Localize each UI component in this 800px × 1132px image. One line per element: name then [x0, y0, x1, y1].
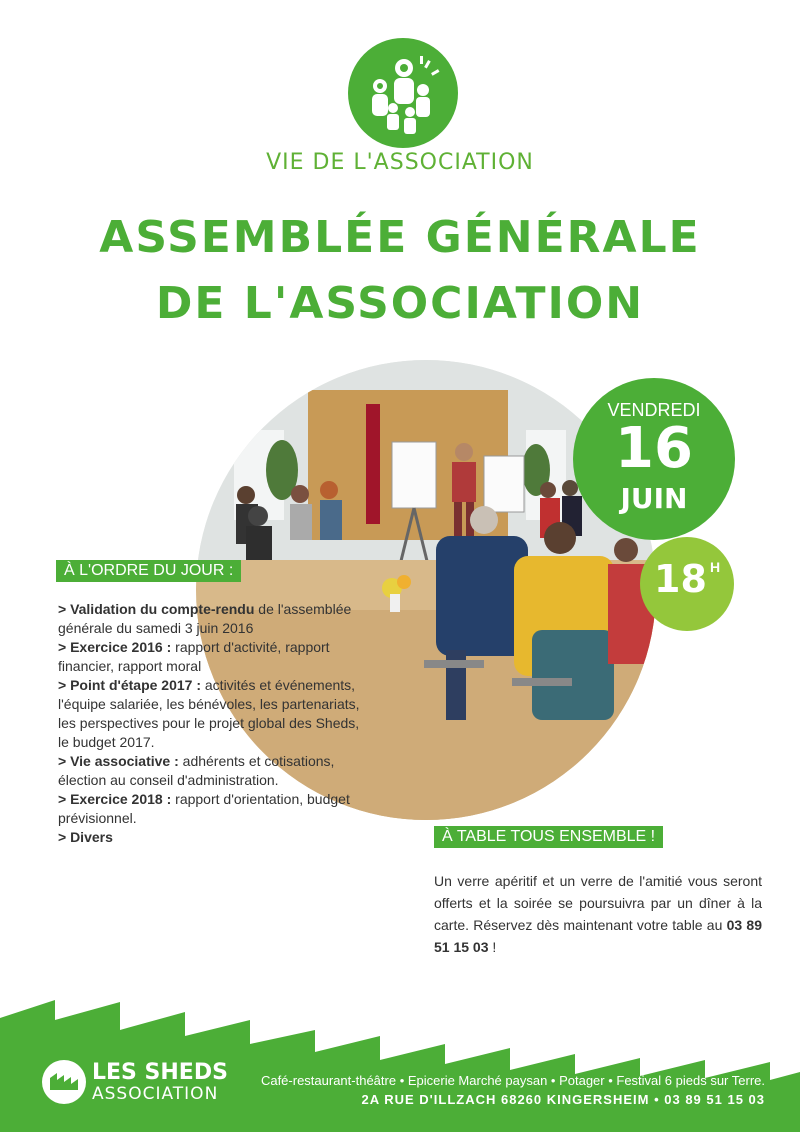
dinner-heading: À TABLE TOUS ENSEMBLE ! — [434, 826, 663, 848]
agenda-item-key: > Divers — [58, 829, 113, 845]
agenda-item — [58, 600, 368, 638]
event-date-number: 16 — [615, 416, 693, 481]
event-date-badge — [573, 378, 735, 540]
agenda-item-key: > Point d'étape 2017 : — [58, 677, 201, 693]
agenda-heading: À L'ORDRE DU JOUR : — [56, 560, 241, 582]
footer-brand-name: LES SHEDS — [92, 1060, 228, 1085]
footer-services: Café-restaurant-théâtre • Epicerie Marché paysan • Potager • Festival 6 pieds sur Terre. — [260, 1073, 765, 1088]
agenda-item-text: activités et événements, l'équipe salariée, les bénévoles, les partenariats, les perspectives pour le projet global des Sheds, le budget 2017. — [58, 677, 360, 750]
dinner-text: Un verre apéritif et un verre de l'amitié vous seront offerts et la soirée se poursuivra par un dîner à la carte. Réservez dès maintenant votre table au — [434, 873, 762, 933]
agenda-item-key: > Exercice 2018 : — [58, 791, 172, 807]
agenda-item-text: de l'assemblée générale du samedi 3 juin 2016 — [58, 601, 352, 636]
agenda-item — [58, 676, 368, 752]
dinner-text-end: ! — [488, 939, 497, 955]
people-group-icon — [348, 38, 458, 148]
event-day: VENDREDI — [607, 400, 701, 420]
agenda-item-text: rapport d'orientation, budget prévisionnel. — [58, 791, 350, 826]
agenda-item — [58, 828, 368, 847]
footer-address: 2A RUE D'ILLZACH 68260 KINGERSHEIM • 03 89 51 15 03 — [361, 1092, 765, 1107]
agenda-item — [58, 790, 368, 828]
event-hour-suffix: H — [710, 559, 721, 575]
dinner-text-block — [434, 870, 762, 958]
agenda-item — [58, 638, 368, 676]
footer-brand-sub: ASSOCIATION — [92, 1084, 219, 1104]
agenda-item-key: > Validation du compte-rendu — [58, 601, 255, 617]
page-title-line-1: ASSEMBLÉE GÉNÉRALE — [99, 212, 701, 263]
agenda-item-key: > Vie associative : — [58, 753, 179, 769]
factory-roof-icon — [40, 1058, 88, 1106]
event-time-badge — [640, 537, 734, 631]
agenda-item-key: > Exercice 2016 : — [58, 639, 172, 655]
dinner-phone: 03 89 51 15 03 — [434, 917, 762, 955]
section-title: VIE DE L'ASSOCIATION — [266, 150, 534, 175]
agenda-list — [58, 600, 368, 847]
event-month: JUIN — [620, 482, 688, 515]
agenda-item — [58, 752, 368, 790]
page-title-line-2: DE L'ASSOCIATION — [155, 278, 645, 329]
event-hour: 18 — [654, 557, 707, 601]
agenda-item-text: adhérents et cotisations, élection au conseil d'administration. — [58, 753, 335, 788]
agenda-item-text: rapport d'activité, rapport financier, rapport moral — [58, 639, 330, 674]
